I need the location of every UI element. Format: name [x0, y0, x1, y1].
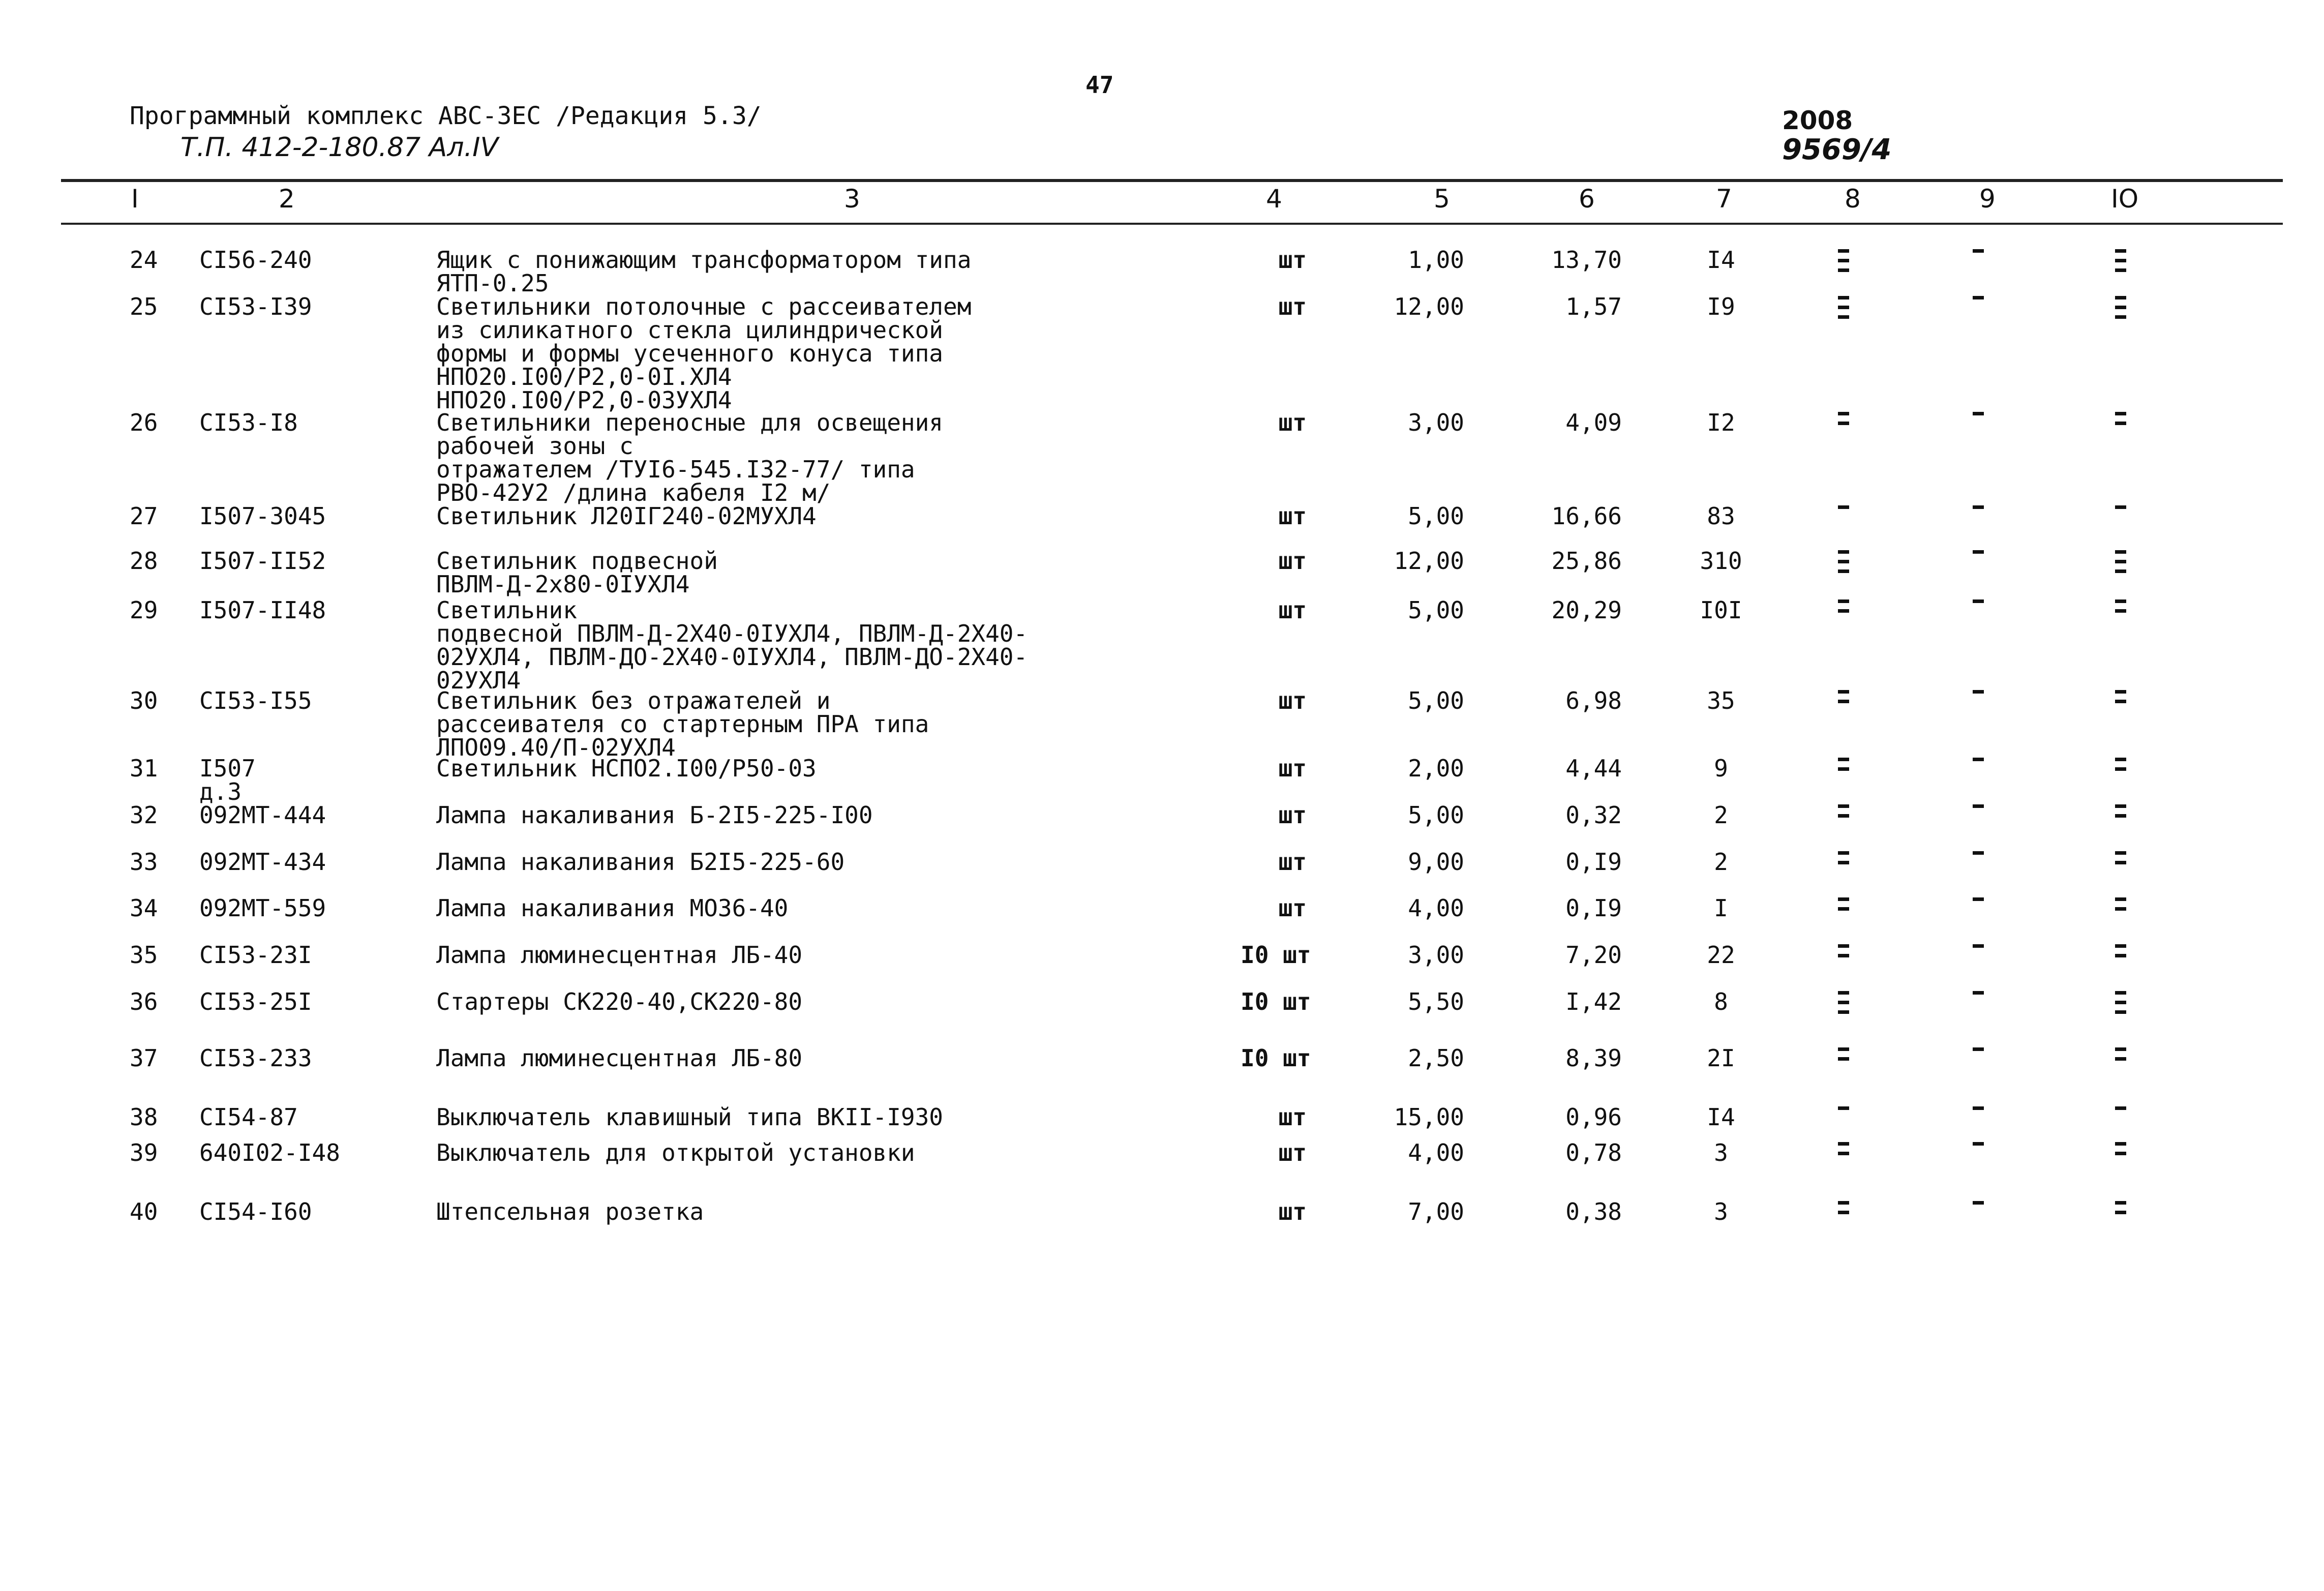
item-c9-dashes	[1973, 243, 1984, 259]
dash-mark	[2115, 804, 2126, 808]
dash-mark	[1838, 907, 1849, 911]
dash-mark	[2115, 1057, 2126, 1061]
item-c9-dashes	[1973, 938, 1984, 954]
item-price: 16,66	[1551, 502, 1622, 530]
column-number: 5	[1434, 184, 1450, 214]
item-total: 2	[1714, 801, 1728, 829]
item-description: Выключатель клавишный типа ВКII-I930	[436, 1103, 943, 1131]
dash-mark	[1973, 1047, 1984, 1051]
dash-mark	[1838, 1142, 1849, 1146]
item-c9-dashes	[1973, 798, 1984, 814]
row-number: 29	[130, 596, 158, 624]
item-unit: I0 шт	[1241, 941, 1311, 969]
item-total: 3	[1714, 1139, 1728, 1166]
item-c9-dashes	[1973, 1195, 1984, 1211]
dash-mark	[2115, 550, 2126, 554]
dash-mark	[1838, 1057, 1849, 1061]
item-description: Лампа накаливания Б2I5-225-60	[436, 848, 845, 876]
item-total: I0I	[1700, 596, 1742, 624]
dash-mark	[1973, 505, 1984, 509]
dash-mark	[2115, 1001, 2126, 1004]
item-unit: шт	[1278, 409, 1307, 436]
item-unit: шт	[1278, 1139, 1307, 1166]
dash-mark	[1838, 249, 1849, 253]
item-c10-dashes	[2115, 752, 2126, 777]
item-code: СI53-25I	[199, 988, 312, 1015]
item-unit: шт	[1278, 894, 1307, 922]
dash-mark	[1973, 944, 1984, 948]
item-unit: шт	[1278, 687, 1307, 714]
dash-mark	[1973, 1106, 1984, 1110]
row-number: 27	[130, 502, 158, 530]
header-project-ref: Т.П. 412-2-180.87 Ал.IV	[180, 132, 499, 163]
item-price: 0,I9	[1565, 894, 1622, 922]
row-number: 28	[130, 547, 158, 575]
dash-mark	[2115, 991, 2126, 995]
dash-mark	[2115, 861, 2126, 864]
row-number: 26	[130, 409, 158, 436]
dash-mark	[2115, 767, 2126, 771]
column-number: 9	[1979, 184, 1996, 214]
dash-mark	[2115, 700, 2126, 703]
item-code: СI53-I39	[199, 293, 312, 320]
dash-mark	[1838, 1001, 1849, 1004]
item-c10-dashes	[2115, 1100, 2126, 1116]
item-quantity: 12,00	[1394, 293, 1464, 320]
item-c10-dashes	[2115, 684, 2126, 709]
item-c10-dashes	[2115, 798, 2126, 824]
item-code: 640I02-I48	[199, 1139, 340, 1166]
item-description: Стартеры СК220-40,СК220-80	[436, 988, 803, 1015]
dash-mark	[2115, 1152, 2126, 1155]
dash-mark	[1973, 296, 1984, 299]
item-c10-dashes	[2115, 985, 2126, 1020]
item-c8-dashes	[1838, 1041, 1849, 1067]
item-description: Ящик с понижающим трансформатором типа ЯТП-0.25	[436, 246, 972, 297]
item-c8-dashes	[1838, 684, 1849, 709]
dash-mark	[1838, 259, 1849, 262]
dash-mark	[1838, 609, 1849, 613]
dash-mark	[2115, 1142, 2126, 1146]
item-code: 092МТ-559	[199, 894, 326, 922]
item-c9-dashes	[1973, 1041, 1984, 1057]
item-description: Светильник подвесной ПВЛМ-Д-2Х40-0IУХЛ4, ПВЛМ-Д-2Х40- 02УХЛ4, ПВЛМ-ДО-2Х40-0IУХЛ4, ПВЛМ-ДО-2Х40- 02УХЛ4	[436, 596, 1028, 694]
dash-mark	[2115, 412, 2126, 415]
dash-mark	[2115, 944, 2126, 948]
dash-mark	[1838, 296, 1849, 299]
item-c10-dashes	[2115, 499, 2126, 515]
column-number: IO	[2111, 184, 2139, 214]
dash-mark	[2115, 315, 2126, 319]
item-unit: шт	[1278, 801, 1307, 829]
dash-mark	[1838, 268, 1849, 272]
dash-mark	[2115, 907, 2126, 911]
dash-mark	[1838, 550, 1849, 554]
row-number: 32	[130, 801, 158, 829]
item-total: I4	[1707, 1103, 1735, 1131]
header-code-doc: 9569/4	[1782, 133, 1892, 166]
dash-mark	[1838, 804, 1849, 808]
item-unit: шт	[1278, 1103, 1307, 1131]
item-c8-dashes	[1838, 752, 1849, 777]
dash-mark	[1838, 700, 1849, 703]
dash-mark	[2115, 268, 2126, 272]
item-unit: шт	[1278, 848, 1307, 876]
item-description: Лампа люминесцентная ЛБ-80	[436, 1044, 803, 1072]
item-quantity: 3,00	[1408, 409, 1464, 436]
dash-mark	[2115, 296, 2126, 299]
row-number: 39	[130, 1139, 158, 1166]
dash-mark	[1838, 897, 1849, 901]
item-price: 13,70	[1551, 246, 1622, 274]
item-quantity: 5,00	[1408, 596, 1464, 624]
item-quantity: 5,00	[1408, 502, 1464, 530]
item-price: 0,I9	[1565, 848, 1622, 876]
item-description: Выключатель для открытой установки	[436, 1139, 915, 1166]
item-c10-dashes	[2115, 891, 2126, 917]
dash-mark	[2115, 560, 2126, 563]
item-c10-dashes	[2115, 1041, 2126, 1067]
item-code: I507-II52	[199, 547, 326, 575]
item-total: 22	[1707, 941, 1735, 969]
dash-mark	[1838, 991, 1849, 995]
dash-mark	[1973, 804, 1984, 808]
item-description: Светильник без отражателей и рассеивателя со стартерным ПРА типа ЛПО09.40/П-02УХЛ4	[436, 687, 929, 761]
item-c9-dashes	[1973, 544, 1984, 560]
item-c8-dashes	[1838, 891, 1849, 917]
item-c10-dashes	[2115, 1136, 2126, 1161]
column-number: 8	[1845, 184, 1861, 214]
item-unit: шт	[1278, 246, 1307, 274]
dash-mark	[2115, 897, 2126, 901]
item-total: 3	[1714, 1198, 1728, 1225]
item-c10-dashes	[2115, 243, 2126, 278]
item-price: 4,44	[1565, 755, 1622, 782]
item-quantity: 3,00	[1408, 941, 1464, 969]
dash-mark	[1838, 1010, 1849, 1014]
item-c8-dashes	[1838, 243, 1849, 278]
page-number: 47	[1085, 71, 1114, 99]
dash-mark	[1838, 560, 1849, 563]
item-quantity: 4,00	[1408, 894, 1464, 922]
item-c8-dashes	[1838, 985, 1849, 1020]
dash-mark	[1838, 1106, 1849, 1110]
item-c8-dashes	[1838, 593, 1849, 619]
dash-mark	[2115, 851, 2126, 855]
dash-mark	[1838, 315, 1849, 319]
item-c9-dashes	[1973, 406, 1984, 422]
item-c9-dashes	[1973, 290, 1984, 306]
item-code: СI53-I8	[199, 409, 298, 436]
item-code: СI54-I60	[199, 1198, 312, 1225]
item-c9-dashes	[1973, 1100, 1984, 1116]
item-unit: I0 шт	[1241, 988, 1311, 1015]
row-number: 24	[130, 246, 158, 274]
dash-mark	[1973, 550, 1984, 554]
item-c8-dashes	[1838, 544, 1849, 579]
dash-mark	[1838, 599, 1849, 603]
item-quantity: 9,00	[1408, 848, 1464, 876]
item-c9-dashes	[1973, 1136, 1984, 1152]
item-unit: шт	[1278, 547, 1307, 575]
item-c9-dashes	[1973, 891, 1984, 907]
item-price: 25,86	[1551, 547, 1622, 575]
item-c10-dashes	[2115, 290, 2126, 325]
item-quantity: 12,00	[1394, 547, 1464, 575]
item-quantity: 15,00	[1394, 1103, 1464, 1131]
item-price: 4,09	[1565, 409, 1622, 436]
item-quantity: 2,50	[1408, 1044, 1464, 1072]
dash-mark	[2115, 954, 2126, 957]
item-total: 8	[1714, 988, 1728, 1015]
item-c8-dashes	[1838, 406, 1849, 431]
item-c9-dashes	[1973, 593, 1984, 609]
item-code: СI53-I55	[199, 687, 312, 714]
dash-mark	[2115, 599, 2126, 603]
dash-mark	[2115, 758, 2126, 761]
row-number: 37	[130, 1044, 158, 1072]
row-number: 33	[130, 848, 158, 876]
item-code: СI54-87	[199, 1103, 298, 1131]
dash-mark	[2115, 1047, 2126, 1051]
item-price: 0,38	[1565, 1198, 1622, 1225]
item-code: СI53-23I	[199, 941, 312, 969]
item-total: 2	[1714, 848, 1728, 876]
item-c10-dashes	[2115, 544, 2126, 579]
item-description: Светильники потолочные с рассеивателем из силикатного стекла цилиндрической формы и формы усеченного конуса типа НПО20.I00/P2,0-0I.ХЛ4 НПО20.I00/P2,0-03УХЛ4	[436, 293, 972, 414]
item-price: 0,96	[1565, 1103, 1622, 1131]
dash-mark	[2115, 259, 2126, 262]
item-quantity: 5,00	[1408, 687, 1464, 714]
item-price: 0,32	[1565, 801, 1622, 829]
dash-mark	[1973, 690, 1984, 694]
item-quantity: 2,00	[1408, 755, 1464, 782]
item-unit: I0 шт	[1241, 1044, 1311, 1072]
item-description: Светильник НСПО2.I00/Р50-03	[436, 755, 817, 782]
dash-mark	[1838, 944, 1849, 948]
item-unit: шт	[1278, 1198, 1307, 1225]
dash-mark	[1973, 1201, 1984, 1205]
dash-mark	[1973, 897, 1984, 901]
dash-mark	[2115, 1010, 2126, 1014]
item-description: Светильник подвесной ПВЛМ-Д-2х80-0IУХЛ4	[436, 547, 718, 598]
item-code: 092МТ-444	[199, 801, 326, 829]
item-c8-dashes	[1838, 938, 1849, 964]
dash-mark	[2115, 422, 2126, 425]
item-total: I9	[1707, 293, 1735, 320]
item-c10-dashes	[2115, 1195, 2126, 1220]
item-total: I2	[1707, 409, 1735, 436]
dash-mark	[1973, 1142, 1984, 1146]
dash-mark	[2115, 609, 2126, 613]
dash-mark	[2115, 505, 2126, 509]
item-total: 35	[1707, 687, 1735, 714]
column-number: 6	[1579, 184, 1595, 214]
dash-mark	[1973, 758, 1984, 761]
row-number: 36	[130, 988, 158, 1015]
dash-mark	[2115, 1201, 2126, 1205]
item-c8-dashes	[1838, 845, 1849, 870]
item-c9-dashes	[1973, 985, 1984, 1001]
row-number: 35	[130, 941, 158, 969]
item-code: СI56-240	[199, 246, 312, 274]
dash-mark	[1973, 249, 1984, 253]
dash-mark	[1838, 412, 1849, 415]
item-c9-dashes	[1973, 684, 1984, 700]
dash-mark	[1973, 991, 1984, 995]
item-quantity: 5,00	[1408, 801, 1464, 829]
column-number: 2	[279, 184, 295, 214]
dash-mark	[1838, 422, 1849, 425]
dash-mark	[1838, 1152, 1849, 1155]
item-code: СI53-233	[199, 1044, 312, 1072]
item-description: Лампа накаливания Б-2I5-225-I00	[436, 801, 873, 829]
item-c10-dashes	[2115, 938, 2126, 964]
item-unit: шт	[1278, 293, 1307, 320]
row-number: 25	[130, 293, 158, 320]
dash-mark	[1973, 412, 1984, 415]
item-price: 6,98	[1565, 687, 1622, 714]
item-code: 092МТ-434	[199, 848, 326, 876]
item-description: Лампа накаливания МО36-40	[436, 894, 789, 922]
header-program-title: Программный комплекс АВС-3ЕС /Редакция 5.3/	[130, 102, 762, 130]
item-c8-dashes	[1838, 798, 1849, 824]
dash-mark	[2115, 306, 2126, 309]
item-description: Лампа люминесцентная ЛБ-40	[436, 941, 803, 969]
item-c10-dashes	[2115, 845, 2126, 870]
dash-mark	[2115, 1211, 2126, 1214]
row-number: 34	[130, 894, 158, 922]
row-number: 40	[130, 1198, 158, 1225]
dash-mark	[2115, 690, 2126, 694]
item-total: I	[1714, 894, 1728, 922]
dash-mark	[2115, 1106, 2126, 1110]
dash-mark	[1838, 954, 1849, 957]
item-price: 8,39	[1565, 1044, 1622, 1072]
item-price: 0,78	[1565, 1139, 1622, 1166]
item-c9-dashes	[1973, 499, 1984, 515]
item-quantity: 7,00	[1408, 1198, 1464, 1225]
dash-mark	[1838, 861, 1849, 864]
row-number: 31	[130, 755, 158, 782]
dash-mark	[2115, 249, 2126, 253]
item-unit: шт	[1278, 502, 1307, 530]
column-number: 7	[1716, 184, 1732, 214]
dash-mark	[1838, 767, 1849, 771]
item-code: I507-3045	[199, 502, 326, 530]
row-number: 30	[130, 687, 158, 714]
item-c8-dashes	[1838, 290, 1849, 325]
item-unit: шт	[1278, 596, 1307, 624]
item-code: I507 д.3	[199, 755, 256, 805]
dash-mark	[1838, 1201, 1849, 1205]
dash-mark	[1838, 851, 1849, 855]
item-price: 20,29	[1551, 596, 1622, 624]
dash-mark	[1973, 599, 1984, 603]
dash-mark	[1838, 569, 1849, 573]
column-number: 3	[844, 184, 860, 214]
item-c8-dashes	[1838, 1136, 1849, 1161]
item-total: I4	[1707, 246, 1735, 274]
item-total: 2I	[1707, 1044, 1735, 1072]
column-number: 4	[1266, 184, 1282, 214]
item-quantity: 5,50	[1408, 988, 1464, 1015]
item-description: Светильник Л20IГ240-02МУХЛ4	[436, 502, 817, 530]
item-code: I507-II48	[199, 596, 326, 624]
header-code-year: 2008	[1782, 106, 1853, 135]
dash-mark	[1838, 505, 1849, 509]
item-unit: шт	[1278, 755, 1307, 782]
dash-mark	[1838, 1047, 1849, 1051]
item-c9-dashes	[1973, 845, 1984, 861]
dash-mark	[1838, 690, 1849, 694]
item-description: Светильники переносные для освещения рабочей зоны с отражателем /ТУI6-545.I32-77/ типа РВО-42У2 /длина кабеля I2 м/	[436, 409, 943, 506]
item-price: I,42	[1565, 988, 1622, 1015]
dash-mark	[1838, 1211, 1849, 1214]
dash-mark	[1838, 306, 1849, 309]
dash-mark	[1973, 851, 1984, 855]
dash-mark	[1838, 814, 1849, 818]
item-c10-dashes	[2115, 593, 2126, 619]
item-total: 310	[1700, 547, 1742, 575]
item-quantity: 4,00	[1408, 1139, 1464, 1166]
item-c8-dashes	[1838, 1195, 1849, 1220]
item-price: 1,57	[1565, 293, 1622, 320]
item-description: Штепсельная розетка	[436, 1198, 704, 1225]
item-price: 7,20	[1565, 941, 1622, 969]
item-total: 83	[1707, 502, 1735, 530]
column-number: I	[131, 184, 139, 214]
item-c8-dashes	[1838, 499, 1849, 515]
item-c10-dashes	[2115, 406, 2126, 431]
item-c8-dashes	[1838, 1100, 1849, 1116]
row-number: 38	[130, 1103, 158, 1131]
item-c9-dashes	[1973, 752, 1984, 767]
dash-mark	[2115, 569, 2126, 573]
item-total: 9	[1714, 755, 1728, 782]
item-quantity: 1,00	[1408, 246, 1464, 274]
dash-mark	[2115, 814, 2126, 818]
dash-mark	[1838, 758, 1849, 761]
